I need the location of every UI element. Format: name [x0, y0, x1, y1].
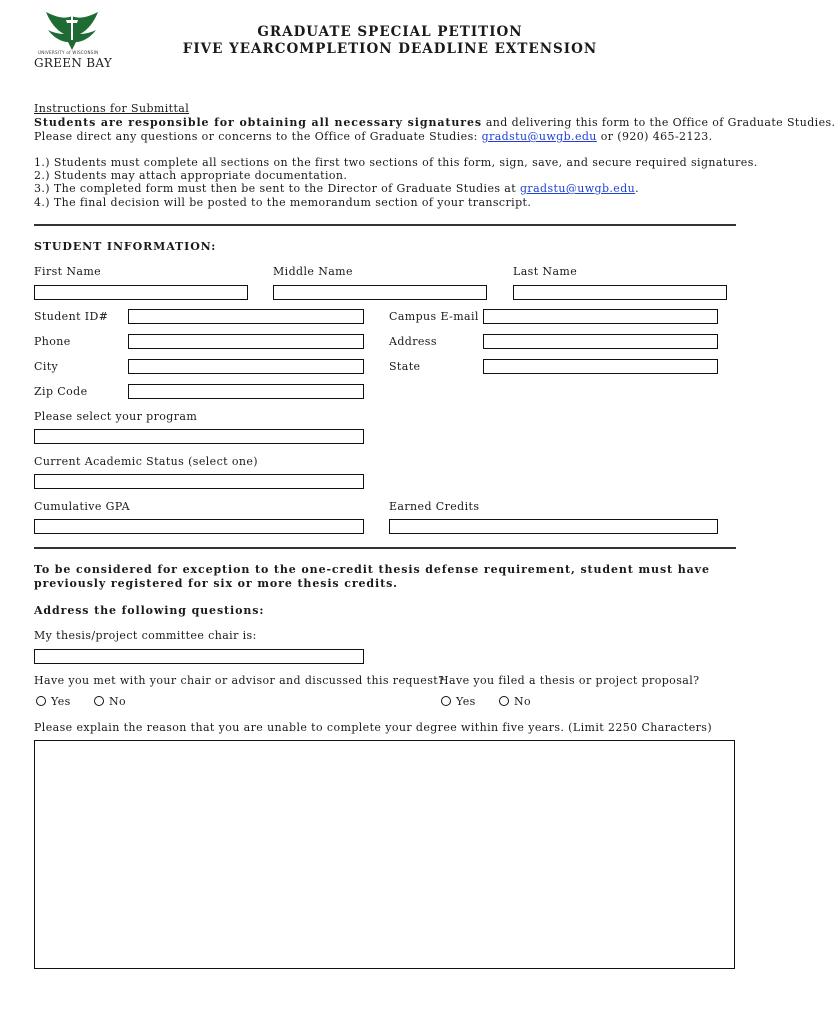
explanation-textarea[interactable] — [34, 740, 735, 969]
last-name-field[interactable] — [513, 285, 727, 300]
question-met-with-chair: Have you met with your chair or advisor and discussed this request? — [34, 674, 445, 687]
university-logo — [34, 10, 113, 72]
academic-status-label: Current Academic Status (select one) — [34, 455, 258, 468]
questions-heading: Address the following questions: — [34, 604, 265, 617]
earned-credits-field[interactable] — [389, 519, 718, 534]
filed-proposal-yes-label: Yes — [456, 695, 476, 708]
zip-code-label: Zip Code — [34, 385, 88, 398]
first-name-field[interactable] — [34, 285, 248, 300]
campus-email-label: Campus E-mail — [389, 310, 479, 323]
first-name-label: First Name — [34, 265, 102, 278]
instructions-line2-suffix: or (920) 465-2123. — [596, 130, 713, 143]
met-chair-yes-radio[interactable] — [36, 696, 46, 706]
instruction-step-4: 4.) The final decision will be posted to the memorandum section of your transcript. — [34, 196, 532, 209]
instructions-line2-prefix: Please direct any questions or concerns to the Office of Graduate Studies: — [34, 130, 482, 143]
filed-proposal-no-label: No — [514, 695, 532, 708]
middle-name-label: Middle Name — [273, 265, 353, 278]
student-id-label: Student ID# — [34, 310, 109, 323]
student-info-heading: STUDENT INFORMATION: — [34, 240, 217, 253]
student-id-field[interactable] — [128, 309, 364, 324]
instructions-bold: Students are responsible for obtaining all necessary signatures — [34, 116, 482, 129]
phone-field[interactable] — [128, 334, 364, 349]
address-field[interactable] — [483, 334, 718, 349]
instructions-line1 — [34, 116, 835, 129]
instructions-line2 — [34, 130, 713, 143]
city-field[interactable] — [128, 359, 364, 374]
graduate-email-link[interactable]: gradstu@uwgb.edu — [481, 130, 597, 143]
explanation-label: Please explain the reason that you are unable to complete your degree within five years. (Limit 2250 Characters) — [34, 721, 713, 734]
state-label: State — [389, 360, 421, 373]
program-label: Please select your program — [34, 410, 198, 423]
logo-campus-text: GREEN BAY — [34, 56, 113, 70]
filed-proposal-yes-radio[interactable] — [441, 696, 451, 706]
thesis-requirement-notice: To be considered for exception to the one-credit thesis defense requirement, student must have previously registered for six or more thesis credits. — [34, 563, 710, 590]
gpa-label: Cumulative GPA — [34, 500, 130, 513]
instruction-step-2: 2.) Students may attach appropriate documentation. — [34, 169, 348, 182]
middle-name-field[interactable] — [273, 285, 487, 300]
instruction-step-3 — [34, 182, 639, 195]
logo-university-text: UNIVERSITY of WISCONSIN — [38, 50, 99, 55]
instruction-step-1: 1.) Students must complete all sections on the first two sections of this form, sign, save, and secure required signatures. — [34, 156, 758, 169]
academic-status-select[interactable] — [34, 474, 364, 489]
last-name-label: Last Name — [513, 265, 578, 278]
section-divider — [34, 547, 736, 549]
zip-code-field[interactable] — [128, 384, 364, 399]
form-title-line1: GRADUATE SPECIAL PETITION — [257, 24, 523, 40]
instruction-step-3-prefix: 3.) The completed form must then be sent to the Director of Graduate Studies at — [34, 182, 520, 195]
met-chair-yes-label: Yes — [51, 695, 71, 708]
question-filed-proposal: Have you filed a thesis or project proposal? — [439, 674, 700, 687]
gpa-field[interactable] — [34, 519, 364, 534]
filed-proposal-no-radio[interactable] — [499, 696, 509, 706]
city-label: City — [34, 360, 59, 373]
met-chair-no-label: No — [109, 695, 127, 708]
phoenix-icon — [34, 10, 110, 52]
campus-email-field[interactable] — [483, 309, 718, 324]
met-chair-no-radio[interactable] — [94, 696, 104, 706]
committee-chair-label: My thesis/project committee chair is: — [34, 629, 257, 642]
director-email-link[interactable]: gradstu@uwgb.edu — [519, 182, 636, 195]
state-field[interactable] — [483, 359, 718, 374]
instructions-heading: Instructions for Submittal — [34, 102, 190, 115]
form-title-line2: FIVE YEARCOMPLETION DEADLINE EXTENSION — [182, 41, 598, 57]
instructions-rest: and delivering this form to the Office of Graduate Studies. — [481, 116, 835, 129]
earned-credits-label: Earned Credits — [389, 500, 480, 513]
committee-chair-field[interactable] — [34, 649, 364, 664]
section-divider — [34, 224, 736, 226]
instruction-step-3-suffix: . — [635, 182, 640, 195]
phone-label: Phone — [34, 335, 71, 348]
address-label: Address — [389, 335, 437, 348]
program-select[interactable] — [34, 429, 364, 444]
